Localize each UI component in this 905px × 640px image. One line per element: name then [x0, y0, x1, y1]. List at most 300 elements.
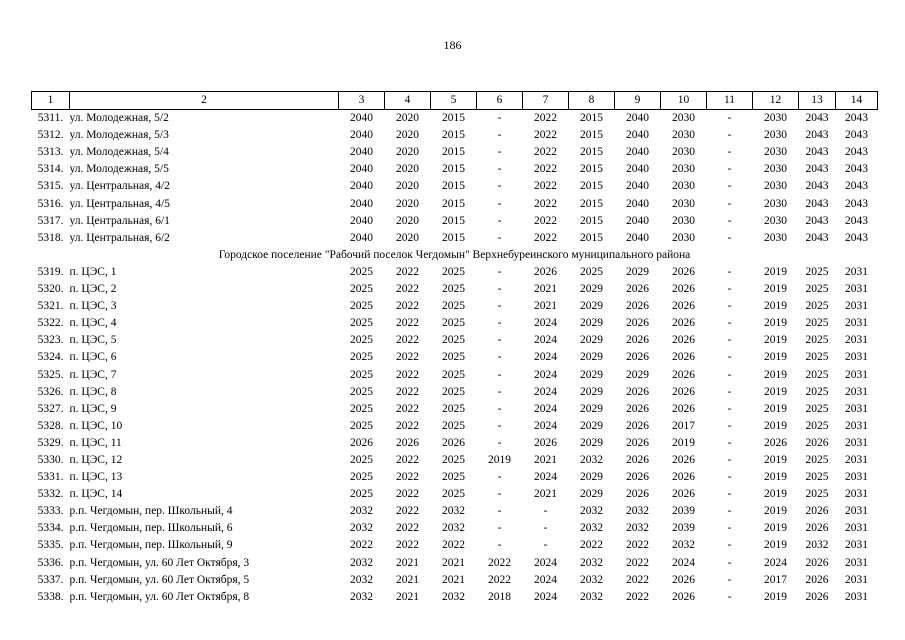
year-cell: 2043: [805, 197, 829, 210]
year-cell: 2025: [805, 471, 829, 484]
year-cell: 2025: [350, 471, 373, 484]
year-cell: 2020: [396, 129, 419, 142]
year-cell: -: [497, 436, 502, 449]
year-cell: 2015: [442, 163, 465, 176]
year-cell: 2020: [396, 146, 419, 159]
table-row: [32, 110, 878, 128]
year-cell: 2029: [626, 265, 649, 278]
year-cell: 2022: [396, 334, 419, 347]
year-cell: -: [497, 539, 502, 552]
column-header: 1: [32, 92, 70, 110]
address-cell: р.п. Чегдомын, ул. 60 Лет Октября, 8: [69, 590, 250, 603]
year-cell: 2043: [805, 146, 829, 159]
year-cell: 2032: [580, 522, 603, 535]
year-cell: 2015: [580, 197, 603, 210]
table-row: [32, 418, 878, 435]
year-cell: 2022: [626, 556, 649, 569]
address-cell: п. ЦЭС, 13: [69, 471, 123, 484]
year-cell: -: [727, 180, 732, 193]
address-cell: ул. Молодежная, 5/3: [69, 129, 169, 142]
year-cell: 2025: [350, 283, 373, 296]
year-cell: 2031: [845, 265, 868, 278]
year-cell: 2026: [805, 522, 829, 535]
year-cell: 2040: [350, 197, 373, 210]
row-number: 5329.: [37, 436, 64, 449]
year-cell: 2032: [805, 539, 829, 552]
year-cell: 2025: [442, 265, 465, 278]
year-cell: 2026: [626, 402, 649, 415]
year-cell: 2015: [442, 180, 465, 193]
year-cell: -: [497, 300, 502, 313]
year-cell: 2022: [580, 539, 603, 552]
row-number: 5337.: [37, 573, 64, 586]
year-cell: 2024: [534, 385, 557, 398]
address-cell: п. ЦЭС, 10: [69, 419, 123, 432]
year-cell: 2032: [626, 505, 649, 518]
year-cell: -: [497, 180, 502, 193]
row-number: 5313.: [37, 146, 64, 159]
table-row: [32, 537, 878, 554]
year-cell: 2029: [580, 488, 603, 501]
year-cell: 2020: [396, 112, 419, 125]
year-cell: 2022: [396, 488, 419, 501]
year-cell: 2031: [845, 385, 868, 398]
year-cell: 2031: [845, 334, 868, 347]
year-cell: 2025: [350, 317, 373, 330]
table-row: [32, 298, 878, 315]
year-cell: 2029: [580, 436, 603, 449]
year-cell: 2026: [805, 573, 829, 586]
year-cell: 2022: [534, 163, 557, 176]
year-cell: -: [727, 317, 732, 330]
year-cell: 2025: [442, 385, 465, 398]
column-header: 5: [431, 92, 477, 110]
table-row: [32, 178, 878, 195]
year-cell: 2022: [534, 231, 557, 244]
year-cell: 2025: [805, 419, 829, 432]
year-cell: 2024: [534, 334, 557, 347]
year-cell: 2019: [764, 265, 787, 278]
year-cell: 2043: [845, 146, 868, 159]
year-cell: 2032: [580, 505, 603, 518]
year-cell: 2031: [845, 283, 868, 296]
table-row: [32, 161, 878, 178]
year-cell: 2032: [350, 556, 373, 569]
column-header: 3: [339, 92, 385, 110]
year-cell: 2021: [534, 283, 557, 296]
year-cell: 2032: [350, 590, 373, 603]
address-cell: ул. Центральная, 4/2: [69, 180, 170, 193]
year-cell: 2029: [580, 334, 603, 347]
year-cell: 2032: [350, 522, 373, 535]
column-header: 2: [70, 92, 339, 110]
year-cell: 2030: [764, 231, 787, 244]
row-number: 5327.: [37, 402, 64, 415]
table-body: [32, 110, 878, 606]
year-cell: 2022: [396, 522, 419, 535]
year-cell: 2030: [672, 180, 695, 193]
year-cell: 2015: [442, 129, 465, 142]
year-cell: 2040: [626, 146, 649, 159]
row-number: 5312.: [37, 129, 64, 142]
year-cell: 2025: [442, 453, 465, 466]
section-heading: Городское поселение "Рабочий поселок Чегдомын" Верхнебуреинского муниципального района: [218, 248, 691, 261]
year-cell: 2026: [672, 368, 695, 381]
year-cell: 2031: [845, 368, 868, 381]
year-cell: 2029: [580, 300, 603, 313]
year-cell: 2025: [442, 351, 465, 364]
table-row: [32, 213, 878, 230]
year-cell: 2030: [764, 129, 787, 142]
year-cell: 2026: [626, 488, 649, 501]
row-number: 5325.: [37, 368, 64, 381]
year-cell: 2031: [845, 522, 868, 535]
year-cell: 2025: [805, 453, 829, 466]
year-cell: 2020: [396, 214, 419, 227]
year-cell: -: [497, 146, 502, 159]
year-cell: -: [727, 402, 732, 415]
year-cell: 2026: [534, 265, 557, 278]
year-cell: 2043: [845, 214, 868, 227]
row-number: 5321.: [37, 300, 64, 313]
year-cell: 2022: [626, 539, 649, 552]
year-cell: 2022: [396, 505, 419, 518]
year-cell: 2026: [672, 488, 695, 501]
year-cell: -: [497, 334, 502, 347]
year-cell: 2040: [626, 180, 649, 193]
row-number: 5335.: [37, 539, 64, 552]
year-cell: 2029: [580, 402, 603, 415]
address-cell: п. ЦЭС, 12: [69, 453, 123, 466]
row-number: 5320.: [37, 283, 64, 296]
year-cell: 2031: [845, 402, 868, 415]
year-cell: -: [727, 505, 732, 518]
year-cell: 2022: [396, 402, 419, 415]
year-cell: 2019: [764, 351, 787, 364]
year-cell: 2024: [672, 556, 695, 569]
year-cell: 2026: [672, 385, 695, 398]
column-header: 14: [836, 92, 878, 110]
year-cell: -: [727, 453, 732, 466]
year-cell: 2039: [672, 505, 695, 518]
year-cell: 2029: [580, 317, 603, 330]
year-cell: 2024: [534, 419, 557, 432]
year-cell: 2043: [845, 231, 868, 244]
row-number: 5338.: [37, 590, 64, 603]
year-cell: 2025: [350, 334, 373, 347]
year-cell: 2030: [764, 214, 787, 227]
year-cell: -: [497, 265, 502, 278]
year-cell: 2029: [580, 385, 603, 398]
table-row: [32, 452, 878, 469]
year-cell: 2032: [442, 522, 465, 535]
year-cell: 2031: [845, 539, 868, 552]
address-cell: п. ЦЭС, 6: [69, 351, 117, 364]
page-number: 186: [443, 38, 462, 52]
year-cell: 2039: [672, 522, 695, 535]
year-cell: 2022: [396, 539, 419, 552]
address-cell: р.п. Чегдомын, ул. 60 Лет Октября, 3: [69, 556, 250, 569]
year-cell: 2022: [396, 317, 419, 330]
year-cell: -: [727, 471, 732, 484]
year-cell: 2025: [580, 265, 603, 278]
year-cell: 2040: [350, 180, 373, 193]
year-cell: 2026: [764, 436, 787, 449]
year-cell: 2025: [805, 300, 829, 313]
year-cell: -: [727, 334, 732, 347]
year-cell: 2026: [626, 385, 649, 398]
year-cell: 2026: [626, 419, 649, 432]
year-cell: 2015: [580, 146, 603, 159]
year-cell: 2026: [626, 283, 649, 296]
table-row: [32, 332, 878, 349]
address-cell: ул. Молодежная, 5/5: [69, 163, 169, 176]
table-row: [32, 315, 878, 332]
year-cell: 2019: [764, 300, 787, 313]
year-cell: 2026: [672, 590, 695, 603]
year-cell: 2019: [764, 539, 787, 552]
row-number: 5326.: [37, 385, 64, 398]
row-number: 5322.: [37, 317, 64, 330]
year-cell: 2015: [442, 231, 465, 244]
year-cell: 2021: [534, 300, 557, 313]
address-cell: п. ЦЭС, 3: [69, 300, 117, 313]
year-cell: 2024: [764, 556, 787, 569]
year-cell: 2025: [805, 265, 829, 278]
year-cell: 2015: [442, 214, 465, 227]
year-cell: 2019: [764, 334, 787, 347]
year-cell: 2021: [442, 556, 465, 569]
year-cell: 2032: [442, 505, 465, 518]
year-cell: -: [727, 573, 732, 586]
table-row: [32, 196, 878, 213]
table-row: [32, 127, 878, 144]
year-cell: 2025: [442, 488, 465, 501]
year-cell: 2019: [764, 317, 787, 330]
address-cell: п. ЦЭС, 7: [69, 368, 117, 381]
year-cell: 2025: [350, 419, 373, 432]
year-cell: 2024: [534, 471, 557, 484]
year-cell: 2026: [534, 436, 557, 449]
year-cell: 2025: [350, 402, 373, 415]
year-cell: 2029: [626, 368, 649, 381]
column-header: 4: [385, 92, 431, 110]
year-cell: 2026: [805, 436, 829, 449]
year-cell: 2026: [805, 556, 829, 569]
year-cell: 2026: [805, 590, 829, 603]
year-cell: 2019: [764, 522, 787, 535]
year-cell: 2026: [672, 471, 695, 484]
year-cell: -: [497, 505, 502, 518]
address-cell: п. ЦЭС, 5: [69, 334, 117, 347]
year-cell: 2022: [396, 453, 419, 466]
year-cell: 2032: [672, 539, 695, 552]
year-cell: 2032: [350, 505, 373, 518]
year-cell: 2032: [442, 590, 465, 603]
year-cell: 2030: [672, 197, 695, 210]
year-cell: 2025: [442, 402, 465, 415]
year-cell: 2031: [845, 317, 868, 330]
year-cell: 2022: [626, 590, 649, 603]
year-cell: 2031: [845, 556, 868, 569]
year-cell: -: [543, 505, 548, 518]
year-cell: 2019: [764, 505, 787, 518]
column-header: 10: [661, 92, 707, 110]
year-cell: 2022: [396, 368, 419, 381]
year-cell: 2021: [396, 573, 419, 586]
year-cell: 2032: [580, 590, 603, 603]
year-cell: -: [497, 351, 502, 364]
address-cell: р.п. Чегдомын, пер. Школьный, 4: [69, 505, 233, 518]
year-cell: 2040: [626, 197, 649, 210]
year-cell: 2015: [580, 231, 603, 244]
year-cell: 2031: [845, 351, 868, 364]
year-cell: -: [497, 283, 502, 296]
year-cell: -: [497, 419, 502, 432]
year-cell: 2015: [580, 129, 603, 142]
table-row: [32, 469, 878, 486]
year-cell: 2025: [442, 471, 465, 484]
year-cell: 2019: [764, 453, 787, 466]
year-cell: 2015: [442, 112, 465, 125]
row-number: 5328.: [37, 419, 64, 432]
year-cell: -: [727, 265, 732, 278]
year-cell: 2026: [442, 436, 465, 449]
row-number: 5334.: [37, 522, 64, 535]
year-cell: -: [727, 522, 732, 535]
year-cell: 2026: [805, 505, 829, 518]
year-cell: 2015: [442, 146, 465, 159]
year-cell: 2019: [764, 283, 787, 296]
year-cell: 2032: [580, 556, 603, 569]
year-cell: 2030: [672, 129, 695, 142]
year-cell: 2015: [442, 197, 465, 210]
year-cell: -: [497, 231, 502, 244]
year-cell: -: [497, 163, 502, 176]
year-cell: 2021: [534, 453, 557, 466]
year-cell: 2031: [845, 471, 868, 484]
year-cell: -: [727, 214, 732, 227]
year-cell: 2025: [805, 402, 829, 415]
table-row: [32, 486, 878, 503]
year-cell: 2020: [396, 231, 419, 244]
year-cell: 2026: [672, 283, 695, 296]
year-cell: 2024: [534, 590, 557, 603]
address-cell: п. ЦЭС, 14: [69, 488, 123, 501]
row-number: 5314.: [37, 163, 64, 176]
year-cell: -: [727, 163, 732, 176]
year-cell: 2025: [350, 351, 373, 364]
year-cell: 2040: [350, 231, 373, 244]
year-cell: -: [727, 283, 732, 296]
year-cell: 2025: [805, 283, 829, 296]
table-row: [32, 230, 878, 247]
year-cell: -: [727, 231, 732, 244]
year-cell: -: [727, 539, 732, 552]
section-heading-row: [32, 247, 878, 264]
year-cell: 2026: [672, 300, 695, 313]
table-row: [32, 281, 878, 298]
year-cell: 2025: [805, 351, 829, 364]
year-cell: -: [497, 385, 502, 398]
row-number: 5332.: [37, 488, 64, 501]
year-cell: 2040: [350, 163, 373, 176]
address-cell: ул. Центральная, 4/5: [69, 197, 170, 210]
year-cell: 2026: [672, 453, 695, 466]
year-cell: 2043: [805, 214, 829, 227]
year-cell: 2026: [626, 334, 649, 347]
year-cell: 2025: [805, 334, 829, 347]
year-cell: 2025: [442, 334, 465, 347]
year-cell: 2025: [805, 317, 829, 330]
year-cell: 2030: [764, 112, 787, 125]
row-number: 5316.: [37, 197, 64, 210]
year-cell: 2026: [672, 573, 695, 586]
address-cell: п. ЦЭС, 9: [69, 402, 117, 415]
year-cell: 2040: [626, 129, 649, 142]
year-cell: 2022: [626, 573, 649, 586]
year-cell: 2019: [764, 368, 787, 381]
year-cell: 2022: [534, 146, 557, 159]
year-cell: 2019: [672, 436, 695, 449]
year-cell: -: [497, 522, 502, 535]
year-cell: 2029: [580, 351, 603, 364]
year-cell: 2026: [672, 334, 695, 347]
year-cell: 2022: [396, 300, 419, 313]
year-cell: 2024: [534, 402, 557, 415]
address-cell: ул. Молодежная, 5/2: [69, 112, 169, 125]
year-cell: -: [727, 300, 732, 313]
year-cell: 2025: [350, 453, 373, 466]
year-cell: 2019: [488, 453, 511, 466]
row-number: 5318.: [37, 231, 64, 244]
year-cell: 2029: [580, 419, 603, 432]
address-cell: п. ЦЭС, 2: [69, 283, 117, 296]
year-cell: 2026: [626, 453, 649, 466]
year-cell: 2017: [672, 419, 695, 432]
row-number: 5330.: [37, 453, 64, 466]
year-cell: 2031: [845, 488, 868, 501]
year-cell: 2025: [350, 265, 373, 278]
year-cell: 2024: [534, 556, 557, 569]
year-cell: 2030: [672, 163, 695, 176]
year-cell: 2025: [350, 300, 373, 313]
year-cell: 2040: [626, 112, 649, 125]
year-cell: 2031: [845, 300, 868, 313]
column-header: 12: [753, 92, 799, 110]
table-row: [32, 144, 878, 161]
year-cell: 2043: [845, 197, 868, 210]
year-cell: 2022: [396, 385, 419, 398]
address-cell: п. ЦЭС, 8: [69, 385, 117, 398]
year-cell: 2040: [626, 163, 649, 176]
column-header: 8: [569, 92, 615, 110]
year-cell: -: [727, 129, 732, 142]
year-cell: -: [497, 112, 502, 125]
year-cell: 2030: [764, 163, 787, 176]
year-cell: -: [497, 402, 502, 415]
year-cell: 2020: [396, 180, 419, 193]
year-cell: 2017: [764, 573, 787, 586]
year-cell: 2040: [350, 129, 373, 142]
year-cell: 2022: [488, 573, 511, 586]
year-cell: 2026: [350, 436, 373, 449]
row-number: 5311.: [37, 112, 64, 125]
table-row: [32, 349, 878, 366]
year-cell: 2022: [396, 265, 419, 278]
year-cell: 2022: [350, 539, 373, 552]
year-cell: -: [497, 317, 502, 330]
